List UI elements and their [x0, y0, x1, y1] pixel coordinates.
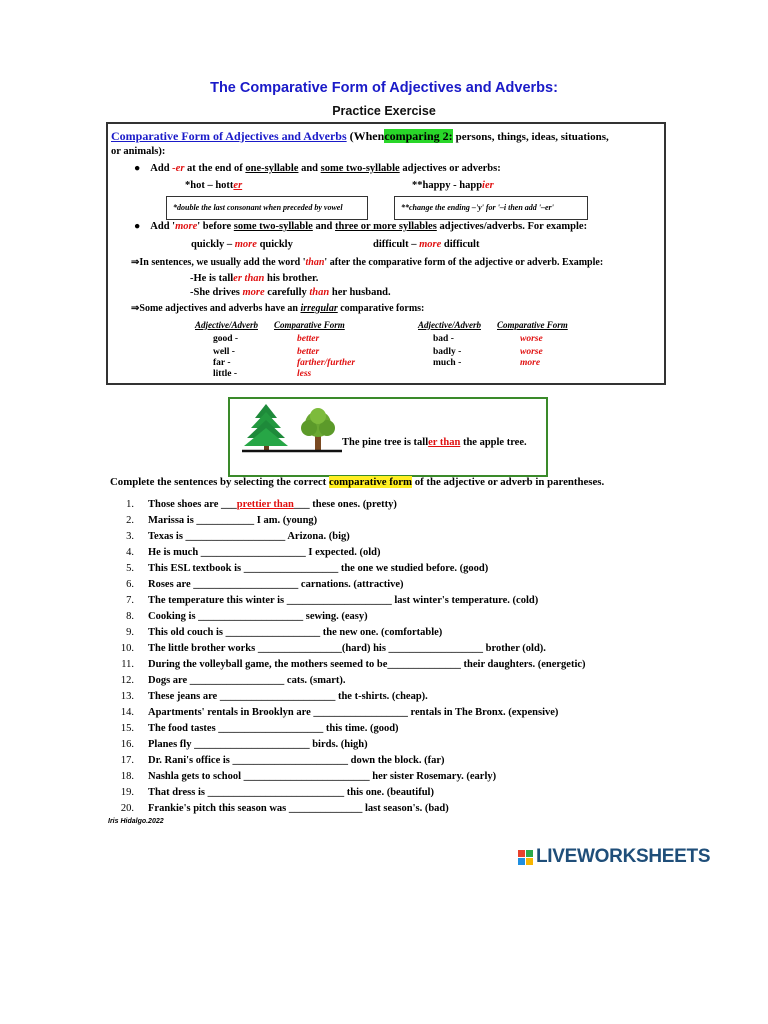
- exercise-number: 4.: [126, 547, 134, 558]
- exercise-number: 9.: [126, 627, 134, 638]
- exercise-text[interactable]: Roses are ____________________ carnations. (attractive): [148, 579, 404, 590]
- table-comp: less: [297, 369, 312, 379]
- bullet-text: Add ': [150, 221, 176, 232]
- bullet-text: some two-syllable: [320, 163, 400, 174]
- exercise-number: 8.: [126, 611, 134, 622]
- instructions-text: Complete the sentences by selecting the correct: [110, 476, 327, 488]
- example-text: -He is tall: [190, 273, 234, 284]
- example-text: difficult –: [373, 239, 417, 250]
- exercise-item: [110, 739, 368, 754]
- table-word: badly -: [433, 347, 462, 357]
- example-more: more: [419, 239, 442, 250]
- rule-text: ⇒Some adjectives and adverbs have an: [131, 303, 298, 314]
- exercise-number: 6.: [126, 579, 134, 590]
- example-text: quickly –: [191, 239, 233, 250]
- exercise-text[interactable]: The little brother works ________________(hard) his __________________ brother (old).: [148, 643, 546, 654]
- exercise-text[interactable]: Texas is ___________________ Arizona. (big): [148, 531, 350, 542]
- example-quickly: [191, 239, 293, 250]
- exercise-item: [110, 643, 546, 658]
- exercise-number: 2.: [126, 515, 134, 526]
- page-subtitle: Practice Exercise: [332, 104, 436, 118]
- example-suffix: er: [233, 180, 243, 191]
- rules-heading-link[interactable]: Comparative Form of Adjectives and Adverbs: [111, 129, 347, 143]
- note-change-y: **change the ending –'y' for '–i then add '–er': [394, 196, 588, 220]
- tree-caption: [342, 437, 527, 448]
- trees-illustration: [236, 402, 346, 458]
- caption-text: The pine tree is tall: [342, 437, 429, 448]
- rules-heading-highlight: comparing 2:: [384, 129, 453, 143]
- exercise-item: [110, 755, 445, 770]
- table-word: much -: [433, 358, 462, 368]
- table-header-comp-left: Comparative Form: [274, 320, 345, 330]
- example-text: -She drives: [190, 287, 240, 298]
- table-word: bad -: [433, 334, 454, 344]
- bullet-text: and: [301, 163, 319, 174]
- bullet-text: at the end of: [187, 163, 243, 174]
- instructions: [110, 476, 604, 488]
- exercise-text[interactable]: Apartments' rentals in Brooklyn are __________________ rentals in The Bronx. (expensive): [148, 707, 559, 718]
- exercise-text[interactable]: The food tastes ____________________ this time. (good): [148, 723, 399, 734]
- example-than: er than: [233, 273, 265, 284]
- rules-heading-post: persons, things, ideas, situations,: [455, 131, 609, 143]
- bullet-er: -er: [172, 163, 185, 174]
- table-comp: more: [520, 358, 541, 368]
- table-word: well -: [213, 347, 235, 357]
- exercise-number: 18.: [120, 771, 134, 782]
- pine-tree-icon: [244, 404, 288, 450]
- rules-heading-line2: or animals):: [111, 146, 166, 157]
- rule-bullet-more: [134, 221, 587, 232]
- exercise-text[interactable]: This old couch is __________________ the new one. (comfortable): [148, 627, 443, 638]
- exercise-text[interactable]: These jeans are ______________________ the t-shirts. (cheap).: [148, 691, 428, 702]
- exercise-item: [110, 771, 496, 786]
- exercise-item: [110, 611, 368, 626]
- example-drives: [190, 287, 391, 298]
- rule-text: ⇒In sentences, we usually add the word ': [131, 257, 306, 268]
- liveworksheets-logo[interactable]: [518, 846, 710, 868]
- example-text: *hot – hott: [185, 180, 234, 191]
- exercise-number: 19.: [120, 787, 134, 798]
- rule-text: comparative forms:: [340, 303, 425, 314]
- bullet-dot: ●: [134, 163, 141, 174]
- exercise-number: 14.: [120, 707, 134, 718]
- liveworksheets-logo-icon: [518, 850, 533, 865]
- bullet-text: one-syllable: [245, 163, 299, 174]
- exercise-number: 13.: [120, 691, 134, 702]
- exercise-number: 11.: [121, 659, 134, 670]
- exercise-item: [110, 595, 538, 610]
- example-text: his brother.: [267, 273, 319, 284]
- table-word: little -: [213, 369, 238, 379]
- example-text: **happy - happ: [412, 180, 483, 191]
- bullet-text: adjectives or adverbs:: [402, 163, 501, 174]
- bullet-text: ' before: [197, 221, 232, 232]
- example-difficult: [373, 239, 479, 250]
- example-text: difficult: [443, 239, 480, 250]
- exercise-text: [148, 499, 397, 510]
- exercise-text[interactable]: During the volleyball game, the mothers seemed to be______________ their daughters. (energetic): [148, 659, 586, 670]
- page-title: The Comparative Form of Adjectives and Adverbs:: [210, 80, 558, 96]
- caption-text: the apple tree.: [462, 437, 527, 448]
- exercise-text[interactable]: This ESL textbook is __________________ the one we studied before. (good): [148, 563, 489, 574]
- exercise-item: [110, 659, 586, 674]
- example-more: more: [234, 239, 257, 250]
- exercise-item: [110, 563, 488, 578]
- exercise-item: [110, 707, 558, 722]
- caption-than: er than: [428, 437, 461, 448]
- table-comp: worse: [520, 334, 543, 344]
- example-more: more: [242, 287, 265, 298]
- bullet-dot: ●: [134, 221, 141, 232]
- exercise-text[interactable]: Dr. Rani's office is ______________________ down the block. (far): [148, 755, 445, 766]
- exercise-item: [110, 627, 442, 642]
- rules-box: [106, 122, 666, 385]
- exercise-text[interactable]: Marissa is ___________ I am. (young): [148, 515, 318, 526]
- exercise-item: [110, 579, 404, 594]
- table-comp: worse: [520, 347, 543, 357]
- exercise-number: 12.: [120, 675, 134, 686]
- exercise-number: 17.: [120, 755, 134, 766]
- exercise-post: ___ these ones. (pretty): [293, 499, 397, 510]
- liveworksheets-logo-text: LIVEWORKSHEETS: [536, 846, 711, 867]
- rule-irregular-word: irregular: [300, 303, 338, 314]
- rule-text: ' after the comparative form of the adjective or adverb. Example:: [324, 257, 604, 268]
- author-credit: Iris Hidalgo.2022: [108, 818, 164, 825]
- rules-heading: [111, 129, 609, 144]
- exercise-number: 7.: [126, 595, 134, 606]
- rule-than-word: than: [305, 257, 325, 268]
- bullet-text: some two-syllable: [233, 221, 313, 232]
- table-comp: better: [297, 334, 320, 344]
- example-text: quickly: [259, 239, 293, 250]
- exercise-item: [110, 787, 434, 802]
- exercise-number: 10.: [120, 643, 134, 654]
- exercise-text[interactable]: The temperature this winter is ____________________ last winter's temperature. (cold): [148, 595, 539, 606]
- table-word: good -: [213, 334, 239, 344]
- rule-bullet-er: [134, 163, 501, 174]
- exercise-item: [110, 675, 346, 690]
- example-than: than: [309, 287, 330, 298]
- exercise-item: [110, 499, 397, 514]
- note-double-consonant: *double the last consonant when preceded by vowel: [166, 196, 368, 220]
- exercise-answer[interactable]: prettier than: [236, 499, 294, 510]
- exercise-item: [110, 723, 399, 738]
- rules-heading-pre: (When: [349, 129, 385, 143]
- exercise-number: 5.: [126, 563, 134, 574]
- exercise-text[interactable]: Nashla gets to school ________________________ her sister Rosemary. (early): [148, 771, 497, 782]
- table-word: far -: [213, 358, 231, 368]
- exercise-number: 15.: [120, 723, 134, 734]
- exercise-number: 1.: [126, 499, 134, 510]
- example-text: her husband.: [331, 287, 391, 298]
- table-comp: better: [297, 347, 320, 357]
- table-header-comp-right: Comparative Form: [497, 320, 568, 330]
- exercise-item: [110, 547, 380, 562]
- exercise-text[interactable]: That dress is __________________________ this one. (beautiful): [148, 787, 434, 798]
- bullet-text: and: [315, 221, 333, 232]
- bullet-text: Add: [150, 163, 170, 174]
- rule-irregular: [131, 303, 424, 314]
- rule-than: [131, 257, 603, 268]
- exercise-number: 20.: [120, 803, 134, 814]
- exercise-text[interactable]: Frankie's pitch this season was ______________ last season's. (bad): [148, 803, 449, 814]
- example-taller: [190, 273, 318, 284]
- bullet-text: three or more syllables: [335, 221, 437, 232]
- instructions-highlight: comparative form: [328, 476, 413, 488]
- exercise-item: [110, 515, 317, 530]
- table-header-adj-right: Adjective/Adverb: [418, 320, 481, 330]
- exercise-text[interactable]: Planes fly ______________________ birds. (high): [148, 739, 368, 750]
- exercise-text[interactable]: Cooking is ____________________ sewing. (easy): [148, 611, 368, 622]
- apple-tree-icon: [301, 408, 335, 450]
- table-comp: farther/further: [297, 358, 356, 368]
- exercise-text[interactable]: He is much ____________________ I expected. (old): [148, 547, 381, 558]
- example-hot: [185, 180, 242, 191]
- exercise-number: 3.: [126, 531, 134, 542]
- example-text: carefully: [267, 287, 307, 298]
- table-header-adj-left: Adjective/Adverb: [195, 320, 258, 330]
- example-happy: [412, 180, 494, 191]
- exercise-number: 16.: [120, 739, 134, 750]
- exercise-text[interactable]: Dogs are __________________ cats. (smart).: [148, 675, 346, 686]
- instructions-text: of the adjective or adverb in parentheses.: [414, 476, 605, 488]
- bullet-text: adjectives/adverbs. For example:: [439, 221, 588, 232]
- bullet-more: more: [175, 221, 198, 232]
- exercise-item: [110, 531, 350, 546]
- exercise-pre: Those shoes are ___: [148, 499, 237, 510]
- example-suffix: ier: [482, 180, 494, 191]
- exercise-item: [110, 803, 449, 818]
- exercise-item: [110, 691, 428, 706]
